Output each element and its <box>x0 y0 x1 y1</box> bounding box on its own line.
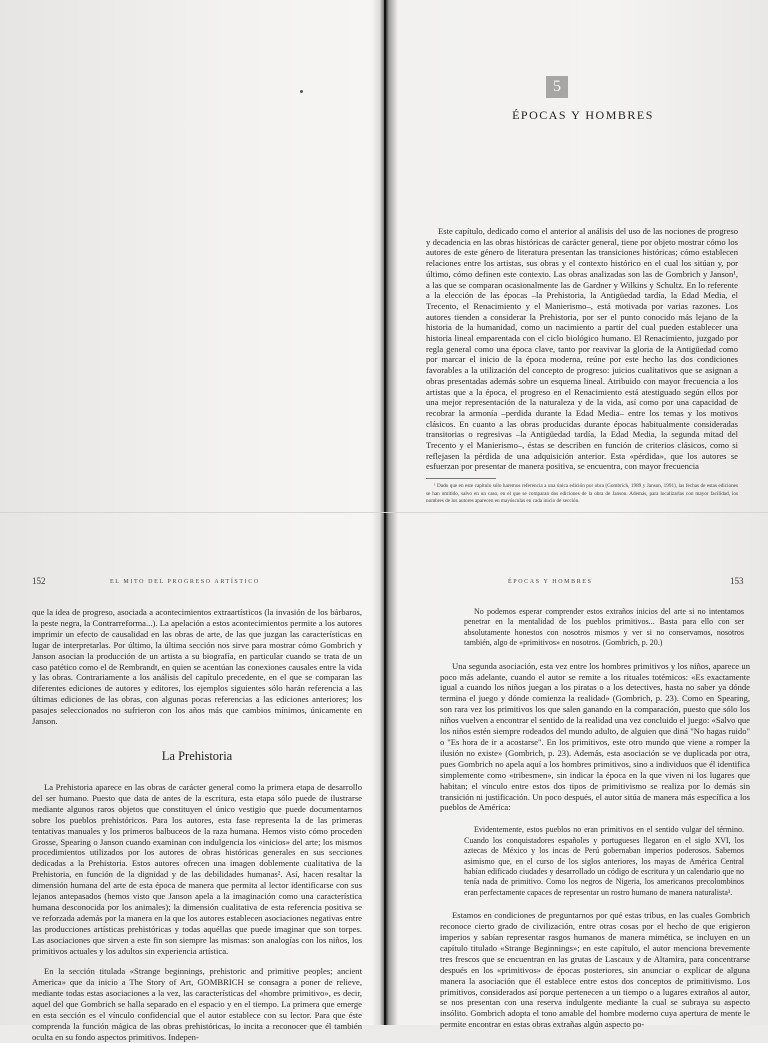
body-paragraph: Estamos en condiciones de preguntarnos por qué estas tribus, en las cuales Gombrich reconoce cierto grado de civilización, entre otras cosas por el hecho de que erigieron imperios y sabían representar rasgos humanos de manera mimética, se incluyen en un capítulo titulado «Strange Beginnings»; en este capítulo, el autor menciona brevemente tres frescos que se encuentran en las grutas de Lascaux y de Altamira, para concentrarse después en los «primitivos» de épocas posteriores, sin anunciar o explicar de alguna manera la asociación que él establece entre estos dos conceptos de primitivismo. Los primitivos, considerados así porque pertenecen a un tiempo o a lugares extraños al autor, se nos presentan con una reserva indulgente mediante la cual se subraya su aspecto insólito. Gombrich adopta el tono amable del hombre moderno cuya apertura de mente le permite encontrar en estas obras extrañas algún aspecto po- <box>440 910 750 1030</box>
body-paragraph: que la idea de progreso, asociada a acontecimientos extraartísticos (la invasión de los bárbaros, la peste negra, la Contrarreforma...). La apelación a estos acontecimientos permite a los autores imprimir un efecto de causalidad en las obras de arte, de las que juzgan las características en lugar de interpretarlas. Por último, la última sección nos sirve para mostrar cómo Gombrich y Janson asocian la producción de un artista a su biografía, en particular cuando se trata de un caso patético como el de Rembrandt, en quien se acentúan las conexiones causales entre la vida y las obras. Contrariamente a los análisis del capítulo precedente, en el que se comparan las diferentes ediciones de autores y editores, los ejemplos siguientes sólo harán referencia a las últimas ediciones de las obras, con algunas pocas referencias a las ediciones anteriores; los pasajes seleccionados no sufrieron con los años más que cambios mínimos, únicamente en Janson. <box>32 607 362 727</box>
body-paragraph: La Prehistoria aparece en las obras de carácter general como la primera etapa de desarrollo del ser humano. Puesto que data de antes de la escritura, esta etapa sólo puede de ilustrarse mediante algunos raros objetos que constituyen el único vestigio que puede documentarnos sobre los pueblos prehistóricos. Para los autores, esta fase representa la de las primeras tentativas manuales y los primeros balbuceos de la raza humana. Hemos visto cómo proceden Grosse, Spearing o Janson cuando examinan con indulgencia los «inicios» del arte; los mismos procedimientos utilizados por los autores de obras históricas generales en sus secciones dedicadas a la Prehistoria. Estos autores ofrecen una imagen doblemente cualitativa de la Prehistoria, en función de la dignidad y de las debilidades humanas². Así, hacen resaltar la dimensión humana del arte de esta época de manera que permita al lector identificarse con sus lejanos antepasados (hemos visto que Janson apela a la imaginación como una característica humana desconocida por los animales); la dimensión cualitativa de esta referencia positiva se ve reforzada además por la manera en la que los autores establecen asociaciones negativas entre las producciones artísticas prehistóricas y todas aquéllas que puede imaginar que son torpes. Las asociaciones que sirven a este fin son siempre las mismas: son analogías con los niños, los primitivos actuales y los adultos sin experiencia artística. <box>32 781 362 956</box>
block-quote: No podemos esperar comprender estos extraños inicios del arte si no intentamos penetrar en la mentalidad de los pueblos primitivos... Basta para ello con ser absolutamente honestos con nosotros mismos y ver si no conservamos, nosotros también, algo de «primitivos» en nosotros. (Gombrich, p. 20.) <box>464 607 744 648</box>
left-page-body <box>32 607 362 1043</box>
footnote-rule <box>426 478 496 479</box>
chapter-number-box: 5 <box>546 76 568 98</box>
chapter-title: ÉPOCAS Y HOMBRES <box>512 108 654 122</box>
section-heading: La Prehistoria <box>161 748 233 763</box>
bottom-left-page <box>0 513 372 1042</box>
right-page-body <box>440 607 750 1030</box>
body-paragraph: Una segunda asociación, esta vez entre los hombres primitivos y los niños, aparece un poco más adelante, cuando el autor se remite a los rituales totémicos: «Es exactamente igual a cuando los niños juegan a los piratas o a los detectives, hasta no saber ya dónde termina el juego y dónde comienza la realidad» (Gombrich, p. 23). Como en Spearing, son rara vez los primitivos los que salen ganando en la comparación, puesto que sólo los niños vuelven a encontrar el sentido de la realidad una vez concluido el juego: «Salvo que los niños estén siempre rodeados del mundo adulto, de alguien que diná "No hagas ruido" o "Es hora de ir a acostarse". En los primitivos, este otro mundo que viene a romper la ilusión no existe» (Gombrich, p. 23). Además, esta asociación se ve duplicada por otra, pues Gombrich no apela aquí a los hombres primitivos, sino a individuos que él identifica simplemente como «tribesmen», sin indicar la época en la que viven ni los lugares que habitan; el vínculo entre estos dos tipos de primitivismo se realiza por lo demás sin transición ni justificación. Un poco después, el autor sitúa de manera más específica a los pueblos de América: <box>440 660 750 813</box>
page-number-left: 152 <box>32 576 46 586</box>
top-left-page <box>0 0 372 512</box>
running-head-left: EL MITO DEL PROGRESO ARTÍSTICO <box>110 579 260 585</box>
block-quote: Evidentemente, estos pueblos no eran primitivos en el sentido vulgar del término. Cuando los conquistadores españoles y portugueses llegaron en el siglo XVI, los aztecas de México y los incas de Perú gobernaban imperios poderosos. Sabemos asimismo que, en el curso de los siglos anteriores, los mayas de América Central habían edificado ciudades y desarrollado un código de escritura y un calendario que no tenía nada de primitivo. Como los negros de Nigeria, los americanos precolombinos eran perfectamente capaces de representar un rostro humano de manera naturalista³. <box>464 825 744 897</box>
footnote: ¹ Dado que en este capítulo sólo haremos referencia a una única edición por obra (Gombrich, 1989 y Janson, 1991), las fechas de estas ediciones se han omitido, salvo en un caso, en el que se comparan dos ediciones de la obra de Janson. Además, para localizarlas con mayor facilidad, los nombres de los autores aparecen en mayúsculas en cada inicio de sección. <box>426 483 738 505</box>
chapter-intro-body <box>426 226 738 472</box>
chapter-intro-paragraph: Este capítulo, dedicado como el anterior al análisis del uso de las nociones de progreso y decadencia en las obras históricas de carácter general, tiene por objeto mostrar cómo los autores de este género de literatura presentan las transiciones históricas; cómo establecen relaciones entre los artistas, sus obras y el contexto histórico en el cual los sitúan y, por último, cómo definen este contexto. Las obras analizadas son las de Gombrich y Janson¹, a las que se comparan ocasionalmente las de Gardner y Wilkins y Schultz. En lo referente a la elección de las épocas –la Prehistoria, la Antigüedad tardía, la Edad Media, el Trecento, el Renacimiento y el Manierismo–, está motivada por varias razones. Los autores tienden a considerar la Prehistoria, por ser el punto conocido más lejano de la historia de la humanidad, como un nacimiento a partir del cual pueden establecer una historia lineal emparentada con el ciclo biológico humano. El Renacimiento, juzgado por regla general como una época clave, tanto por reavivar la gloria de la Antigüedad como por marcar el inicio de la época moderna, reúne por este hecho las dos condiciones favorables a la utilización del concepto de progreso: juicios cualitativos que se asignan a obras presentadas además sobre un esquema lineal. Atribuido con mayor frecuencia a los artistas que a la época, el progreso en el Renacimiento está atestiguado según ellos por una mejor representación de la naturaleza y de la vida, así como por una capacidad de recobrar la armonía –perdida durante la Edad Media– entre los temas y los motivos clásicos. En cuanto a las obras producidas durante épocas habitualmente consideradas transitorias o regresivas –la Antigüedad tardía, la Edad Media, la segunda mitad del Trecento y el Manierismo–, éstas se describen en función de criterios clásicos, como si reflejasen la pérdida de una adquisición anterior. Esta «pérdida», que los autores se esfuerzan por presentar de manera positiva, se encuentra, con mayor frecuencia <box>426 226 738 472</box>
bottom-right-page <box>398 513 768 1030</box>
running-head-right: ÉPOCAS Y HOMBRES <box>508 579 593 585</box>
book-gutter-line <box>384 513 386 1025</box>
top-right-page <box>398 0 768 512</box>
speck-mark <box>300 90 303 93</box>
bottom-spread <box>0 512 768 1042</box>
book-gutter-line <box>384 0 386 512</box>
body-paragraph: En la sección titulada «Strange beginnings, prehistoric and primitive peoples; ancient America» que da inicio a The Story of Art, GOMBRICH se consagra a poner de relieve, mediante todas estas asociaciones a la vez, las características del «hombre primitivo», es decir, aquel del que Gombrich se halla separado en el espacio y en el tiempo. La primera que emerge en esta sección es el vínculo confidencial que el autor establece con su lector. Para que éste comprenda la función mágica de las obras prehistóricas, lo incita a reconocer que él también oculta en su fondo aspectos primitivos. Indepen- <box>32 966 362 1042</box>
top-spread <box>0 0 768 512</box>
page-number-right: 153 <box>730 576 744 586</box>
